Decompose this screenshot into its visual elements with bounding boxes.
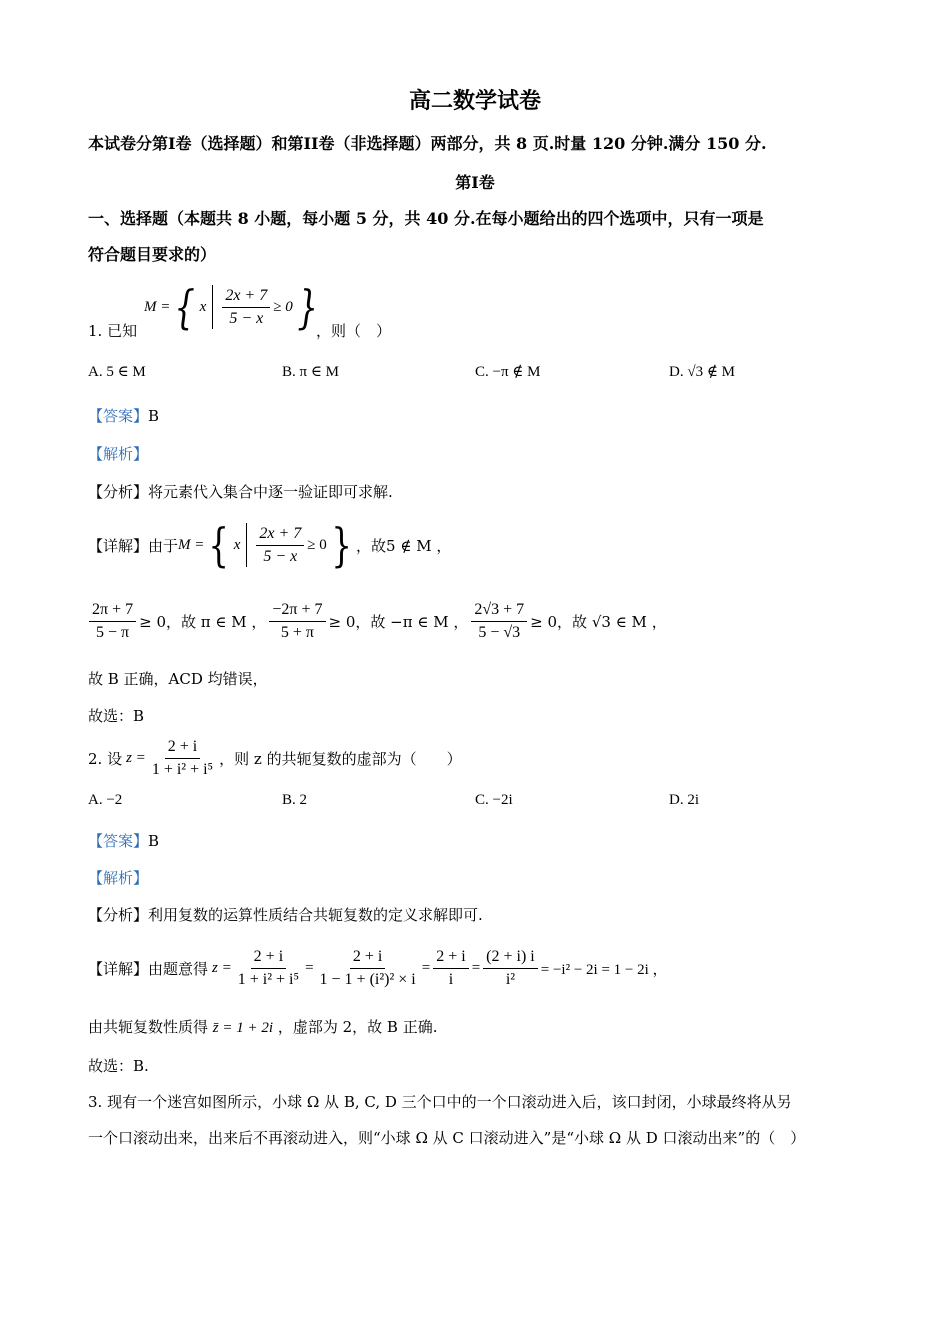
calc-den: 5 + π bbox=[280, 623, 314, 641]
chain-den: i bbox=[448, 970, 454, 988]
chain-num: 2 + i bbox=[433, 947, 468, 969]
detail-ineq: ≥ 0 bbox=[307, 536, 327, 553]
detail-pre: 由题意得 bbox=[148, 959, 209, 978]
right-brace-icon: } bbox=[331, 518, 352, 572]
q1-option-c: C. −π ∉ M bbox=[475, 364, 541, 380]
q2-fraction bbox=[149, 737, 216, 780]
chain-frac-1 bbox=[235, 947, 302, 990]
fenxi-text: 利用复数的运算性质结合共轭复数的定义求解即可. bbox=[148, 906, 483, 924]
q2-detail bbox=[88, 940, 668, 996]
q2-option-a: A. −2 bbox=[88, 792, 123, 808]
chain-den: i² bbox=[505, 970, 516, 988]
detail-set-var: x bbox=[233, 536, 241, 553]
answer-tag: 【答案】 bbox=[88, 407, 149, 425]
calc-den: 5 − π bbox=[96, 623, 130, 641]
chain-frac-3 bbox=[433, 947, 468, 990]
section-heading-line1: 一、选择题（本题共 8 小题，每小题 5 分，共 40 分.在每小题给出的四个选项中，只有一项是 bbox=[88, 209, 764, 228]
right-brace-icon: } bbox=[297, 280, 318, 334]
q2-z-eq: z = bbox=[126, 749, 146, 766]
q2-answer bbox=[88, 830, 159, 851]
q2-frac-den: 1 + i² + i⁵ bbox=[151, 760, 214, 778]
q2-stem bbox=[88, 733, 462, 783]
conj-post: ，虚部为 2，故 B 正确. bbox=[277, 1018, 438, 1036]
q1-conclusion: 故 B 正确，ACD 均错误， bbox=[88, 670, 268, 688]
q2-suffix: ，则 z 的共轭复数的虚部为（ ） bbox=[219, 749, 462, 768]
q2-option-d: D. 2i bbox=[669, 792, 699, 808]
exam-intro: 本试卷分第I卷（选择题）和第II卷（非选择题）两部分，共 8 页.时量 120 分钟.满分 150 分. bbox=[88, 134, 767, 153]
fenxi-tag: 【分析】 bbox=[88, 906, 149, 924]
detail-pre: 由于 bbox=[148, 536, 179, 555]
chain-num: 2 + i bbox=[251, 947, 286, 969]
q1-frac-num: 2x + 7 bbox=[222, 286, 270, 308]
calc-text-3: ≥ 0，故 √3 ∈ M ， bbox=[530, 612, 667, 631]
conj-pre: 由共轭复数性质得 bbox=[88, 1018, 209, 1036]
q2-frac-num: 2 + i bbox=[165, 737, 200, 759]
left-brace-icon: { bbox=[174, 280, 196, 334]
fenxi-tag: 【分析】 bbox=[88, 483, 149, 501]
q1-option-a: A. 5 ∈ M bbox=[88, 364, 146, 380]
detail-frac-den: 5 − x bbox=[263, 547, 298, 565]
set-separator bbox=[212, 285, 213, 329]
q1-option-b: B. π ∈ M bbox=[282, 364, 340, 380]
chain-num: 2 + i bbox=[350, 947, 385, 969]
q3-line2: 一个口滚动出来，出来后不再滚动进入，则“小球 Ω 从 C 口滚动进入”是“小球 Ω 从 D 口滚动出来”的（ ） bbox=[88, 1129, 806, 1147]
calc-frac-1 bbox=[89, 600, 136, 643]
detail-tag: 【详解】 bbox=[88, 959, 149, 978]
q1-suffix: ，则（ ） bbox=[316, 322, 392, 340]
equals-sign: = bbox=[421, 959, 431, 976]
q1-set-var: x bbox=[199, 298, 207, 315]
left-brace-icon: { bbox=[208, 518, 230, 572]
chain-frac-4 bbox=[483, 947, 538, 990]
q1-prefix: 1. 已知 bbox=[88, 322, 138, 340]
answer-value: B bbox=[148, 407, 160, 425]
chain-den: 1 + i² + i⁵ bbox=[237, 970, 300, 988]
detail-set-lhs: M = bbox=[178, 536, 205, 553]
chain-den: 1 − 1 + (i²)² × i bbox=[319, 970, 416, 988]
q1-fenxi bbox=[88, 481, 393, 502]
q1-choose: 故选：B bbox=[88, 707, 145, 725]
calc-text-1: ≥ 0，故 π ∈ M ， bbox=[139, 612, 267, 631]
calc-frac-3 bbox=[471, 600, 527, 643]
chain-tail: = −i² − 2i = 1 − 2i ， bbox=[540, 961, 668, 978]
q1-ineq: ≥ 0 bbox=[273, 298, 293, 315]
detail-tag: 【详解】 bbox=[88, 536, 149, 555]
calc-text-2: ≥ 0，故 −π ∈ M ， bbox=[328, 612, 469, 631]
detail-frac-num: 2x + 7 bbox=[256, 524, 304, 546]
q2-conjugate bbox=[88, 1016, 437, 1037]
q1-calc-line bbox=[86, 596, 667, 646]
fenxi-text: 将元素代入集合中逐一验证即可求解. bbox=[148, 483, 393, 501]
q2-prefix: 2. 设 bbox=[88, 749, 123, 768]
detail-z-eq: z = bbox=[212, 959, 232, 976]
q2-choose: 故选：B. bbox=[88, 1057, 149, 1075]
detail-fraction bbox=[256, 524, 304, 567]
calc-frac-2 bbox=[269, 600, 325, 643]
q2-fenxi bbox=[88, 904, 483, 925]
answer-tag: 【答案】 bbox=[88, 832, 149, 850]
section-heading-line2: 符合题目要求的） bbox=[88, 245, 217, 264]
detail-post: ，故5 ∉ M ， bbox=[356, 536, 452, 555]
q1-answer bbox=[88, 405, 159, 426]
calc-num: 2π + 7 bbox=[89, 600, 136, 622]
q1-set-lhs: M = bbox=[144, 298, 171, 315]
q2-option-c: C. −2i bbox=[475, 792, 513, 808]
q1-frac-den: 5 − x bbox=[229, 309, 264, 327]
q1-detail bbox=[88, 520, 451, 570]
part-heading: 第I卷 bbox=[455, 173, 495, 192]
calc-den: 5 − √3 bbox=[478, 623, 521, 641]
chain-frac-2 bbox=[317, 947, 419, 990]
equals-sign: = bbox=[471, 959, 481, 976]
q1-analysis-tag: 【解析】 bbox=[88, 445, 149, 463]
q1-set-definition bbox=[144, 282, 322, 332]
q1-fraction bbox=[222, 286, 270, 329]
q3-line1: 3. 现有一个迷宫如图所示，小球 Ω 从 B, C, D 三个口中的一个口滚动进入后，该口封闭，小球最终将从另 bbox=[88, 1093, 792, 1111]
set-separator bbox=[246, 523, 247, 567]
equals-sign: = bbox=[305, 959, 314, 976]
page-title: 高二数学试卷 bbox=[408, 88, 541, 114]
q1-option-d: D. √3 ∉ M bbox=[669, 364, 736, 380]
calc-num: 2√3 + 7 bbox=[471, 600, 527, 622]
conj-expr: z̄ = 1 + 2i bbox=[212, 1020, 274, 1036]
q2-option-b: B. 2 bbox=[282, 792, 308, 808]
chain-num: (2 + i) i bbox=[483, 947, 538, 969]
q2-analysis-tag: 【解析】 bbox=[88, 869, 149, 887]
calc-num: −2π + 7 bbox=[269, 600, 325, 622]
answer-value: B bbox=[148, 832, 160, 850]
